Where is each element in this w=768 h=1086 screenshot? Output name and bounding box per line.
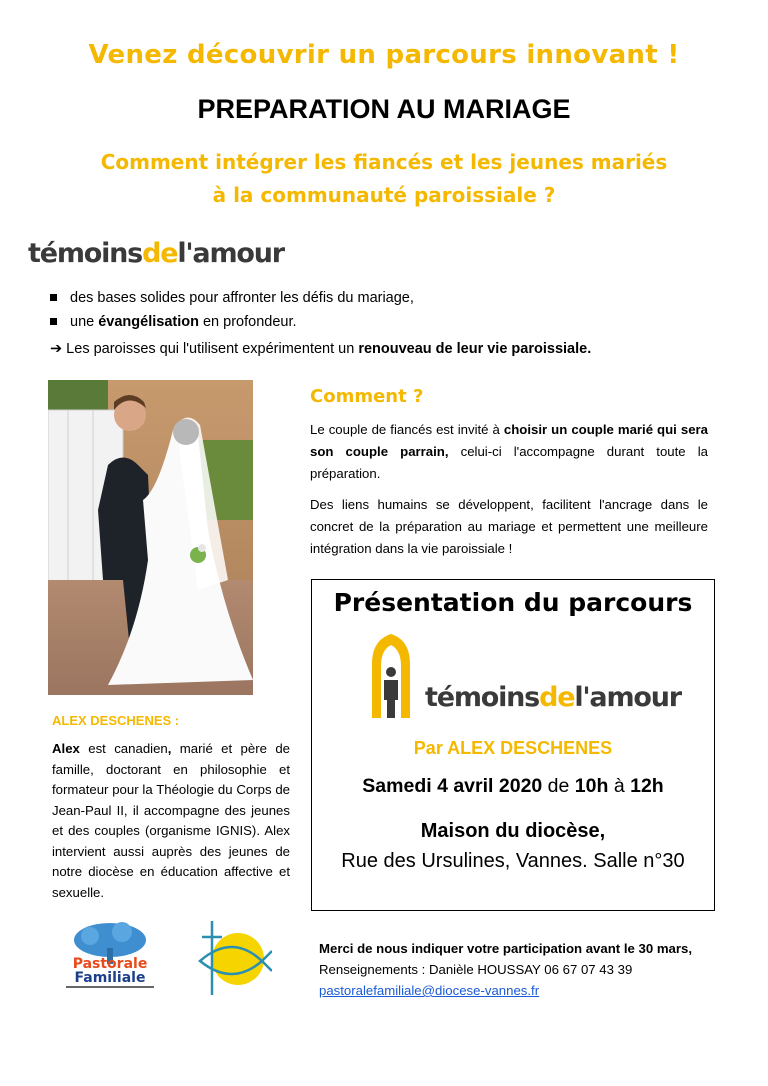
church-arch-emblem-icon	[368, 634, 414, 718]
paragraph-bold-text: choisir un couple marié qui sera son couple parrain,	[310, 422, 708, 459]
headline: Venez découvrir un parcours innovant !	[88, 40, 680, 70]
presentation-title: Présentation du parcours	[333, 588, 693, 617]
logo-part-lamour: l'amour	[574, 682, 681, 713]
page-title: PREPARATION AU MARIAGE	[197, 94, 571, 124]
temoins-de-lamour-logo	[28, 238, 284, 269]
logo-part-de: de	[142, 238, 178, 269]
pastorale-line2: Familiale	[74, 970, 146, 986]
wedding-couple-photo	[48, 380, 253, 695]
comment-heading: Comment ?	[310, 386, 424, 407]
contact-info	[319, 938, 692, 1001]
event-venue: Maison du diocèse,	[420, 820, 606, 842]
bio-bold-text: Alex	[52, 741, 80, 756]
comment-paragraph-1	[310, 419, 708, 485]
date-bold-text: 10h	[574, 775, 609, 797]
list-item	[50, 286, 414, 310]
statement-text: Les paroisses qui l'utilisent expérimentent un	[62, 341, 359, 357]
speaker-heading	[52, 713, 179, 728]
logo-part-temoins: témoins	[425, 682, 540, 713]
list-item	[50, 310, 414, 334]
bio-text: est canadien	[79, 741, 168, 756]
rsvp-line	[319, 938, 692, 959]
pastorale-familiale-logo	[62, 922, 158, 992]
presenter-name: Par ALEX DESCHENES	[413, 738, 613, 758]
renewal-statement	[50, 341, 591, 357]
comment-paragraph-2: Des liens humains se développent, facilitent l'ancrage dans le concret de la préparation au mariage et permettent une meilleure intégration dans la vie paroissiale !	[310, 497, 708, 556]
bullet-text: une	[70, 314, 99, 330]
diocese-fish-logo	[192, 917, 272, 997]
speaker-bio	[52, 739, 290, 903]
wedding-couple-illustration	[48, 380, 253, 695]
event-address: Rue des Ursulines, Vannes. Salle n°30	[341, 850, 685, 872]
event-date	[312, 775, 714, 798]
bullet-text: des bases solides pour affronter les défis du mariage,	[70, 290, 414, 306]
date-text: à	[608, 775, 631, 797]
arrow-icon: ➔	[50, 341, 63, 357]
temoins-de-lamour-logo	[425, 682, 681, 713]
bullet-bold-text: évangélisation	[98, 314, 199, 330]
speaker-heading-text: ALEX DESCHENES :	[52, 713, 180, 728]
paragraph-text: Le couple de fiancés est invité à	[310, 422, 504, 437]
fish-sun-icon	[192, 917, 272, 997]
presentation-box	[311, 579, 715, 911]
email-link[interactable]: pastoralefamiliale@diocese-vannes.fr	[319, 983, 540, 998]
paragraph-text: celui-ci l'accompagne durant toute la préparation.	[310, 444, 708, 481]
statement-bold-text: renouveau de leur vie paroissiale.	[358, 341, 592, 357]
subtitle	[0, 146, 768, 212]
subtitle-line-1: Comment intégrer les fiancés et les jeunes mariés	[100, 150, 668, 174]
date-bold-text: 12h	[630, 775, 664, 797]
logo-part-de: de	[539, 682, 575, 713]
rsvp-text: Merci de nous indiquer votre participation avant le 30 mars,	[319, 941, 693, 956]
date-text: de	[542, 775, 575, 797]
benefits-list	[50, 286, 414, 334]
pastorale-familiale-emblem	[62, 922, 158, 992]
date-bold-text: Samedi 4 avril 2020	[362, 775, 543, 797]
info-line: Renseignements : Danièle HOUSSAY 06 67 07 43 39	[319, 962, 633, 977]
pastorale-line1: Pastorale	[72, 956, 148, 972]
bio-bold-text: ,	[167, 741, 172, 756]
bio-text: marié et père de famille, doctorant en philosophie et formateur pour la Théologie du Corps de Jean-Paul II, il accompagne des jeunes et des couples (organisme IGNIS). Alex intervient aussi auprès des jeunes de notre diocèse en éducation affective et sexuelle.	[52, 741, 290, 900]
logo-part-temoins: témoins	[28, 238, 143, 269]
subtitle-line-2: à la communauté paroissiale ?	[212, 183, 556, 207]
logo-part-lamour: l'amour	[177, 238, 284, 269]
bullet-text: en profondeur.	[198, 314, 297, 330]
